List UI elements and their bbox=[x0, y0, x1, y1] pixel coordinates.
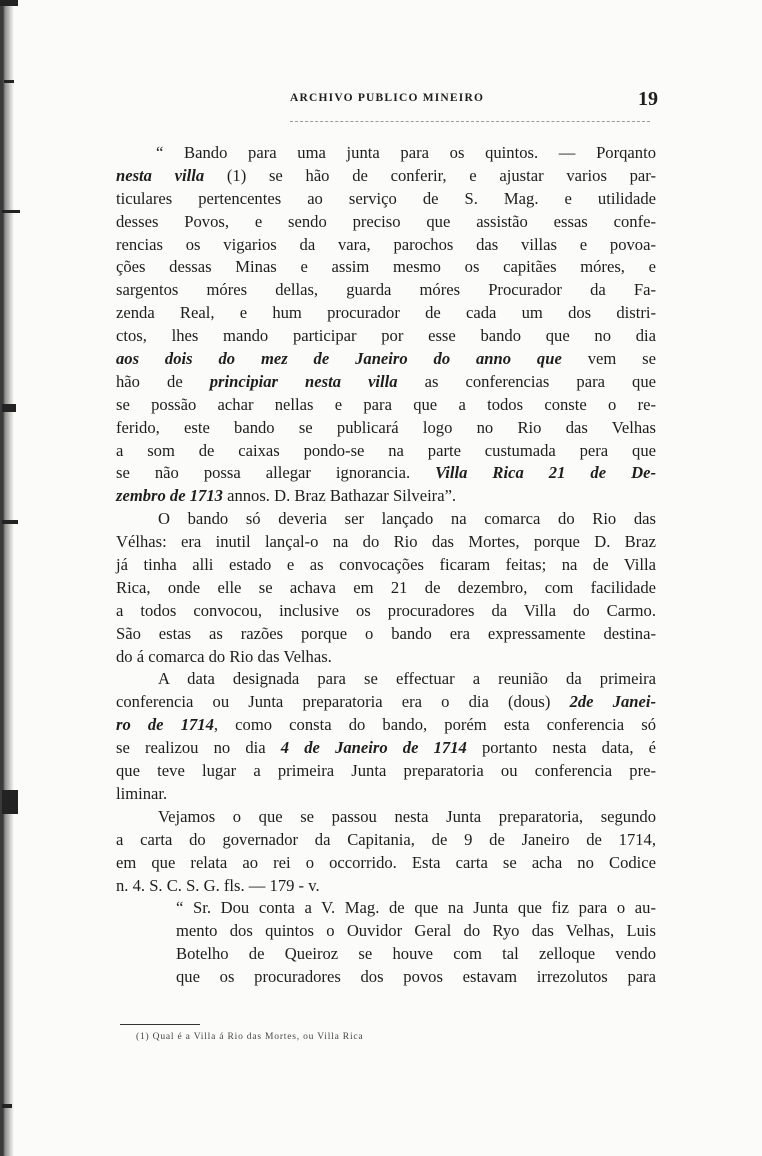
book-binding-edge bbox=[0, 0, 14, 1156]
italic-run: aos dois do mez de Janeiro do anno que bbox=[116, 349, 562, 369]
text-run: (1) se hão de conferir, e ajustar varios par- bbox=[204, 165, 657, 185]
page-header bbox=[250, 88, 670, 116]
text-run: ções dessas Minas e assim mesmo os capitães móres, e bbox=[116, 257, 656, 277]
text-line bbox=[116, 966, 656, 989]
text-run: a carta do governador da Capitania, de 9 de Janeiro de 1714, bbox=[116, 829, 656, 849]
text-line bbox=[116, 325, 656, 348]
text-run: liminar. bbox=[116, 783, 168, 803]
footnote: (1) Qual é a Villa á Rio das Mortes, ou Villa Rica bbox=[136, 1032, 364, 1042]
text-run: que os procuradores dos povos estavam irrezolutos para bbox=[176, 967, 656, 987]
text-run: se realizou no dia bbox=[116, 738, 281, 758]
italic-run: ro de 1714 bbox=[116, 715, 214, 735]
text-run: portanto nesta data, é bbox=[466, 738, 656, 758]
binding-mark bbox=[2, 1104, 12, 1108]
text-line bbox=[116, 852, 656, 875]
text-line bbox=[116, 577, 656, 600]
italic-run: 4 de Janeiro de 1714 bbox=[280, 738, 467, 758]
text-run: do á comarca do Rio das Velhas. bbox=[116, 646, 332, 666]
italic-run: Villa Rica 21 de De- bbox=[435, 463, 656, 483]
text-line bbox=[116, 600, 656, 623]
text-run: já tinha alli estado e as convocações ficaram feitas; na de Villa bbox=[116, 555, 656, 575]
text-line bbox=[116, 394, 656, 417]
text-line bbox=[116, 234, 656, 257]
text-line bbox=[116, 462, 656, 485]
text-run: annos. D. Braz Bathazar Silveira”. bbox=[222, 486, 457, 506]
text-line bbox=[116, 348, 656, 371]
text-line bbox=[116, 714, 656, 737]
text-run: ticulares pertencentes ao serviço de S. Mag. e utilidade bbox=[116, 188, 656, 208]
header-rule bbox=[290, 121, 650, 122]
text-run: Vejamos o que se passou nesta Junta preparatoria, segundo bbox=[158, 806, 656, 826]
text-run: se não possa allegar ignorancia. bbox=[116, 463, 436, 483]
binding-mark bbox=[0, 0, 18, 6]
italic-run: principiar nesta villa bbox=[209, 371, 398, 391]
body-text bbox=[116, 142, 656, 989]
text-line bbox=[116, 875, 656, 898]
text-line bbox=[116, 371, 656, 394]
text-run: se possão achar nellas e para que a todos conste o re- bbox=[116, 394, 656, 414]
text-line bbox=[116, 440, 656, 463]
binding-mark bbox=[2, 790, 18, 814]
text-line bbox=[116, 211, 656, 234]
text-run: O bando só deveria ser lançado na comarca do Rio das bbox=[158, 509, 656, 529]
text-run: A data designada para se effectuar a reunião da primeira bbox=[158, 669, 656, 689]
text-run: ctos, lhes mando participar por esse bando que no dia bbox=[116, 326, 656, 346]
page-number: 19 bbox=[638, 88, 658, 110]
text-line bbox=[116, 508, 656, 531]
text-run: São estas as razões porque o bando era expressamente destina- bbox=[116, 623, 656, 643]
text-line bbox=[116, 920, 656, 943]
text-line bbox=[116, 783, 656, 806]
text-line bbox=[116, 531, 656, 554]
text-run: hão de bbox=[116, 371, 210, 391]
binding-mark bbox=[2, 210, 20, 213]
text-run: que teve lugar a primeira Junta preparatoria ou conferencia pre- bbox=[116, 761, 656, 781]
text-line bbox=[116, 165, 656, 188]
text-run: “ Bando para uma junta para os quintos. — Porqanto bbox=[156, 143, 656, 162]
text-line bbox=[116, 897, 656, 920]
text-run: rencias os vigarios da vara, parochos das villas e povoa- bbox=[116, 234, 656, 254]
text-line bbox=[116, 417, 656, 440]
text-run: vem se bbox=[561, 349, 656, 369]
text-line bbox=[116, 256, 656, 279]
text-line bbox=[116, 668, 656, 691]
text-line bbox=[116, 829, 656, 852]
text-line bbox=[116, 737, 656, 760]
text-line bbox=[116, 760, 656, 783]
binding-mark bbox=[4, 80, 14, 83]
text-line bbox=[116, 279, 656, 302]
text-line bbox=[116, 646, 656, 669]
italic-run: 2de Janei- bbox=[569, 692, 656, 712]
italic-run: zembro de 1713 bbox=[116, 486, 223, 506]
italic-run: nesta villa bbox=[116, 165, 205, 185]
text-run: desses Povos, e sendo preciso que assistão essas confe- bbox=[116, 211, 656, 231]
text-run: n. 4. S. C. S. G. fls. — 179 - v. bbox=[116, 875, 320, 895]
text-run: zenda Real, e hum procurador de cada um dos distri- bbox=[116, 303, 656, 323]
footnote-rule bbox=[120, 1024, 200, 1025]
running-title: ARCHIVO PUBLICO MINEIRO bbox=[290, 92, 485, 104]
text-run: , como consta do bando, porém esta conferencia só bbox=[213, 715, 657, 735]
text-run: mento dos quintos o Ouvidor Geral do Ryo das Velhas, Luis bbox=[176, 921, 656, 941]
text-line bbox=[116, 806, 656, 829]
text-line bbox=[116, 485, 656, 508]
text-run: em que relata ao rei o occorrido. Esta carta se acha no Codice bbox=[116, 852, 656, 872]
text-line bbox=[116, 554, 656, 577]
text-line bbox=[116, 691, 656, 714]
binding-mark bbox=[2, 520, 18, 524]
text-run: conferencia ou Junta preparatoria era o dia (dous) bbox=[116, 692, 570, 712]
text-run: Botelho de Queiroz se houve com tal zelloque vendo bbox=[176, 944, 656, 964]
text-run: ferido, este bando se publicará logo no Rio das Velhas bbox=[116, 417, 656, 437]
text-line bbox=[116, 142, 656, 165]
text-run: as conferencias para que bbox=[397, 371, 656, 391]
text-run: Vélhas: era inutil lançal-o na do Rio das Mortes, porque D. Braz bbox=[116, 532, 656, 552]
text-run: Rica, onde elle se achava em 21 de dezembro, com facilidade bbox=[116, 577, 656, 597]
text-run: “ Sr. Dou conta a V. Mag. de que na Junta que fiz para o au- bbox=[176, 898, 656, 918]
text-run: sargentos móres dellas, guarda móres Procurador da Fa- bbox=[116, 280, 656, 300]
text-run: a todos convocou, inclusive os procuradores da Villa do Carmo. bbox=[116, 600, 656, 620]
text-run: a som de caixas pondo-se na parte custumada pera que bbox=[116, 440, 656, 460]
text-line bbox=[116, 623, 656, 646]
text-line bbox=[116, 188, 656, 211]
text-line bbox=[116, 943, 656, 966]
text-line bbox=[116, 302, 656, 325]
binding-mark bbox=[2, 404, 16, 412]
